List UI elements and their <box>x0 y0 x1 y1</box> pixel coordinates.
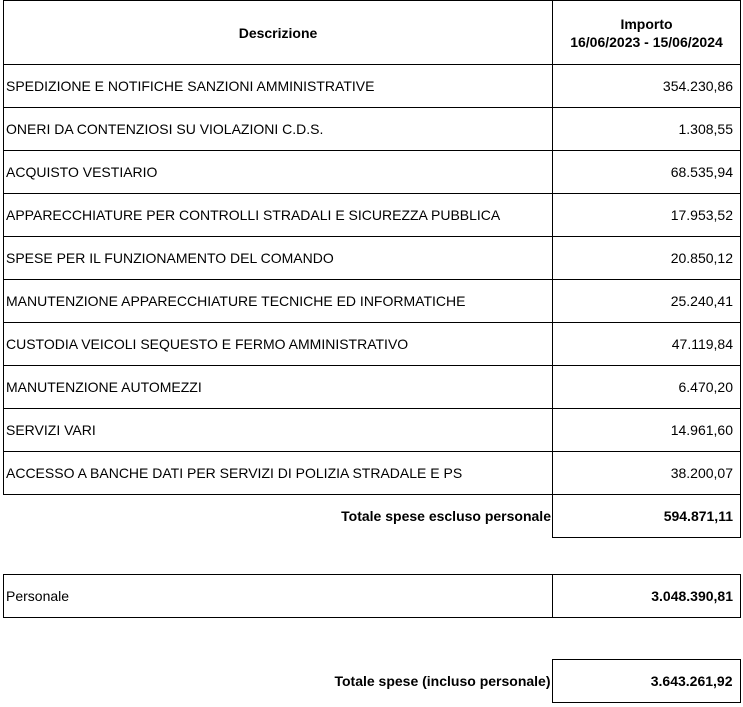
amount-header-title: Importo <box>620 15 673 32</box>
personale-table <box>3 574 741 618</box>
amount-header-period: 16/06/2023 - 15/06/2024 <box>570 33 723 50</box>
row-description: SPEDIZIONE E NOTIFICHE SANZIONI AMMINISTRATIVE <box>4 65 553 108</box>
row-description: SERVIZI VARI <box>4 409 553 452</box>
row-description: SPESE PER IL FUNZIONAMENTO DEL COMANDO <box>4 237 553 280</box>
subtotal-amount: 594.871,11 <box>553 495 741 538</box>
row-description: ONERI DA CONTENZIOSI SU VIOLAZIONI C.D.S. <box>4 108 553 151</box>
row-description: ACCESSO A BANCHE DATI PER SERVIZI DI POLIZIA STRADALE E PS <box>4 452 553 495</box>
personale-label: Personale <box>4 575 553 618</box>
row-description: MANUTENZIONE APPARECCHIATURE TECNICHE ED INFORMATICHE <box>4 280 553 323</box>
row-amount: 354.230,86 <box>553 65 741 108</box>
row-amount: 68.535,94 <box>553 151 741 194</box>
row-description: APPARECCHIATURE PER CONTROLLI STRADALI E SICUREZZA PUBBLICA <box>4 194 553 237</box>
table-row <box>4 366 741 409</box>
table-row <box>4 194 741 237</box>
table-row <box>4 409 741 452</box>
grand-total-row <box>3 660 740 703</box>
grand-total-label: Totale spese (incluso personale) <box>3 660 552 703</box>
description-column-header: Descrizione <box>4 1 553 65</box>
row-description: MANUTENZIONE AUTOMEZZI <box>4 366 553 409</box>
personale-row <box>4 575 741 618</box>
row-amount: 6.470,20 <box>553 366 741 409</box>
grand-total-table <box>3 659 741 703</box>
table-row <box>4 452 741 495</box>
table-row <box>4 151 741 194</box>
row-amount: 25.240,41 <box>553 280 741 323</box>
table-header-row <box>4 1 741 65</box>
table-row <box>4 108 741 151</box>
row-amount: 20.850,12 <box>553 237 741 280</box>
table-row <box>4 323 741 366</box>
row-amount: 1.308,55 <box>553 108 741 151</box>
personale-amount: 3.048.390,81 <box>553 575 741 618</box>
table-row <box>4 65 741 108</box>
table-row <box>4 280 741 323</box>
row-description: CUSTODIA VEICOLI SEQUESTO E FERMO AMMINISTRATIVO <box>4 323 553 366</box>
table-row <box>4 237 741 280</box>
subtotal-row <box>4 495 741 538</box>
grand-total-amount: 3.643.261,92 <box>552 660 740 703</box>
expenses-table <box>3 0 741 538</box>
row-amount: 38.200,07 <box>553 452 741 495</box>
amount-column-header <box>553 1 741 65</box>
subtotal-label: Totale spese escluso personale <box>4 495 553 538</box>
row-amount: 17.953,52 <box>553 194 741 237</box>
row-amount: 47.119,84 <box>553 323 741 366</box>
row-description: ACQUISTO VESTIARIO <box>4 151 553 194</box>
row-amount: 14.961,60 <box>553 409 741 452</box>
